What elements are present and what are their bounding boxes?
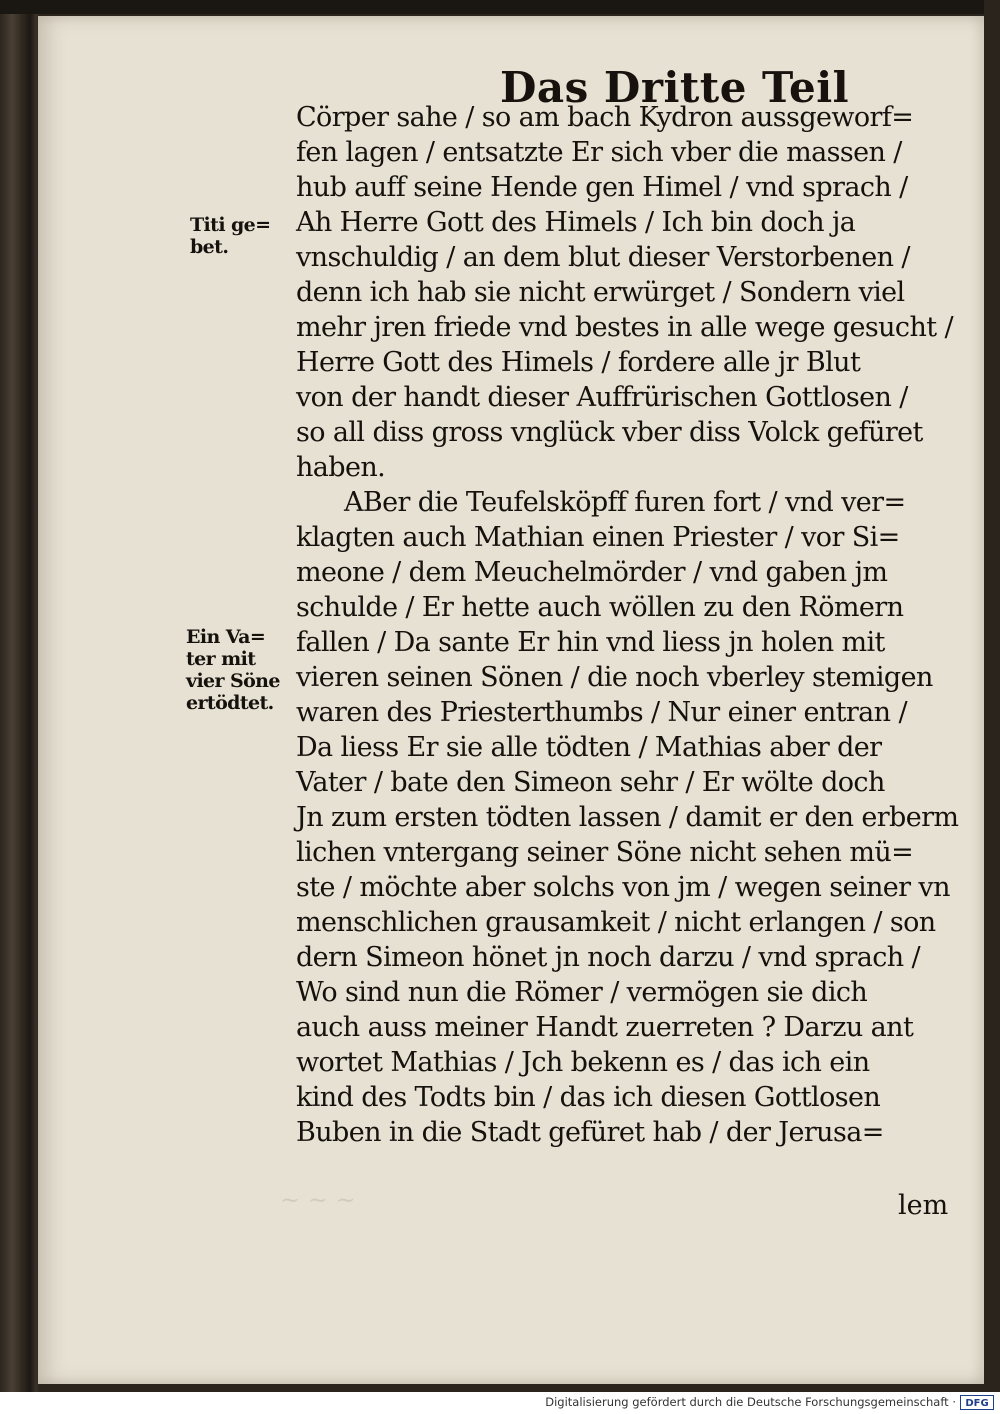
- text-line: vieren seinen Sönen / die noch vberley stemigen: [296, 662, 933, 693]
- text-line: Ah Herre Gott des Himels / Ich bin doch ja: [296, 207, 856, 238]
- text-line: waren des Priesterthumbs / Nur einer entran /: [296, 697, 907, 728]
- marginal-note-2-line: vier Söne: [186, 670, 280, 692]
- text-line: ste / möchte aber solchs von jm / wegen seiner vn: [296, 872, 950, 903]
- text-line: fallen / Da sante Er hin vnd liess jn holen mit: [296, 627, 885, 658]
- text-line: hub auff seine Hende gen Himel / vnd sprach /: [296, 172, 908, 203]
- catchword: lem: [898, 1190, 949, 1221]
- text-line: Wo sind nun die Römer / vermögen sie dich: [296, 977, 868, 1008]
- text-line: klagten auch Mathian einen Priester / vor Si=: [296, 522, 900, 553]
- marginal-note-2: [186, 626, 290, 714]
- marginal-note-1-line: Titi ge=: [190, 214, 271, 236]
- marginal-note-1-line: bet.: [190, 236, 229, 258]
- text-line: Jn zum ersten tödten lassen / damit er den erberm: [296, 802, 959, 833]
- text-line: so all diss gross vnglück vber diss Volck gefüret: [296, 417, 923, 448]
- text-line: Buben in die Stadt gefüret hab / der Jerusa=: [296, 1117, 884, 1148]
- marginal-note-2-line: ter mit: [186, 648, 256, 670]
- text-line: dern Simeon hönet jn noch darzu / vnd sprach /: [296, 942, 921, 973]
- text-line: von der handt dieser Auffrürischen Gottlosen /: [296, 382, 908, 413]
- text-line: menschlichen grausamkeit / nicht erlangen / son: [296, 907, 936, 938]
- text-line: meone / dem Meuchelmörder / vnd gaben jm: [296, 557, 888, 588]
- text-line: denn ich hab sie nicht erwürget / Sondern viel: [296, 277, 905, 308]
- text-line: Herre Gott des Himels / fordere alle jr Blut: [296, 347, 861, 378]
- text-line: ABer die Teufelsköpff furen fort / vnd ver=: [344, 487, 906, 518]
- funding-credit: Digitalisierung gefördert durch die Deutsche Forschungsgemeinschaft ·: [545, 1395, 956, 1409]
- text-line: haben.: [296, 452, 386, 483]
- dfg-logo-icon: DFG: [960, 1395, 994, 1410]
- text-line: Vater / bate den Simeon sehr / Er wölte doch: [296, 767, 885, 798]
- text-line: mehr jren friede vnd bestes in alle wege gesucht /: [296, 312, 953, 343]
- main-text-block: [296, 100, 972, 1150]
- marginal-note-2-line: Ein Va=: [186, 626, 266, 648]
- text-line: Cörper sahe / so am bach Kydron aussgeworf=: [296, 102, 914, 133]
- text-line: schulde / Er hette auch wöllen zu den Römern: [296, 592, 904, 623]
- text-line: auch auss meiner Handt zuerreten ? Darzu ant: [296, 1012, 914, 1043]
- text-line: vnschuldig / an dem blut dieser Verstorbenen /: [296, 242, 910, 273]
- running-header: Das Dritte Teil: [500, 63, 850, 112]
- text-line: Da liess Er sie alle tödten / Mathias aber der: [296, 732, 882, 763]
- text-line: lichen vntergang seiner Söne nicht sehen mü=: [296, 837, 914, 868]
- text-line: kind des Todts bin / das ich diesen Gottlosen: [296, 1082, 881, 1113]
- bleed-through-smudge: ~ ~ ~: [280, 1186, 356, 1214]
- marginal-note-2-line: ertödtet.: [186, 692, 274, 714]
- scan-right-edge: [984, 0, 1000, 1392]
- scan-top-edge: [0, 0, 1000, 14]
- text-line: wortet Mathias / Jch bekenn es / das ich ein: [296, 1047, 870, 1078]
- text-line: fen lagen / entsatzte Er sich vber die massen /: [296, 137, 902, 168]
- footer-bar: [0, 1392, 1000, 1414]
- marginal-note-1: [190, 214, 290, 258]
